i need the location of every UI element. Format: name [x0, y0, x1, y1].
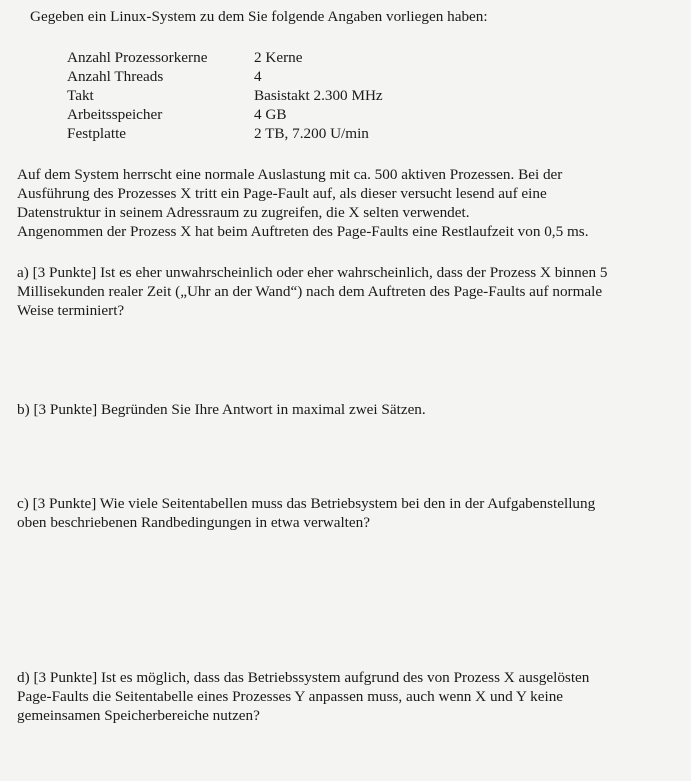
spec-value: 2 TB, 7.200 U/min	[254, 125, 369, 142]
spec-row-threads	[67, 67, 383, 86]
scenario-line: Auf dem System herrscht eine normale Auslastung mit ca. 500 aktiven Prozessen. Bei der	[17, 166, 563, 183]
question-d	[17, 668, 687, 725]
spec-value: 2 Kerne	[254, 49, 303, 66]
question-line: a) [3 Punkte] Ist es eher unwahrscheinlich oder eher wahrscheinlich, dass der Prozess X binnen 5	[17, 264, 608, 281]
system-specs-table	[67, 48, 383, 143]
spec-row-memory	[67, 105, 383, 124]
question-b	[17, 400, 687, 419]
question-line: Page-Faults die Seitentabelle eines Prozesses Y anpassen muss, auch wenn X und Y keine	[17, 688, 564, 705]
spec-value: 4 GB	[254, 106, 287, 123]
spec-key: Takt	[67, 87, 94, 104]
spec-key: Anzahl Threads	[67, 68, 164, 85]
spec-row-cores	[67, 48, 383, 67]
question-line: oben beschriebenen Randbedingungen in etwa verwalten?	[17, 514, 370, 531]
scenario-line: Angenommen der Prozess X hat beim Auftreten des Page-Faults eine Restlaufzeit von 0,5 ms.	[17, 223, 589, 240]
question-line: Weise terminiert?	[17, 302, 125, 319]
spec-key: Arbeitsspeicher	[67, 106, 163, 123]
question-c	[17, 494, 687, 532]
spec-value: 4	[254, 68, 262, 85]
scenario-line: Ausführung des Prozesses X tritt ein Page-Fault auf, als dieser versucht lesend auf eine	[17, 185, 547, 202]
intro-text: Gegeben ein Linux-System zu dem Sie folgende Angaben vorliegen haben:	[30, 8, 488, 25]
spec-key: Festplatte	[67, 125, 127, 142]
question-line: b) [3 Punkte] Begründen Sie Ihre Antwort in maximal zwei Sätzen.	[17, 401, 426, 418]
spec-row-disk	[67, 124, 383, 143]
question-line: c) [3 Punkte] Wie viele Seitentabellen muss das Betriebsystem bei den in der Aufgabenstellung	[17, 495, 596, 512]
question-line: Millisekunden realer Zeit („Uhr an der Wand“) nach dem Auftreten des Page-Faults auf normale	[17, 283, 603, 300]
question-a	[17, 263, 687, 320]
scenario-paragraph	[17, 165, 687, 241]
spec-key: Anzahl Prozessorkerne	[67, 49, 208, 66]
question-line: gemeinsamen Speicherbereiche nutzen?	[17, 707, 260, 724]
spec-row-clock	[67, 86, 383, 105]
question-line: d) [3 Punkte] Ist es möglich, dass das Betriebssystem aufgrund des von Prozess X ausgelösten	[17, 669, 590, 686]
scenario-line: Datenstruktur in seinem Adressraum zu zugreifen, die X selten verwendet.	[17, 204, 470, 221]
spec-value: Basistakt 2.300 MHz	[254, 87, 383, 104]
